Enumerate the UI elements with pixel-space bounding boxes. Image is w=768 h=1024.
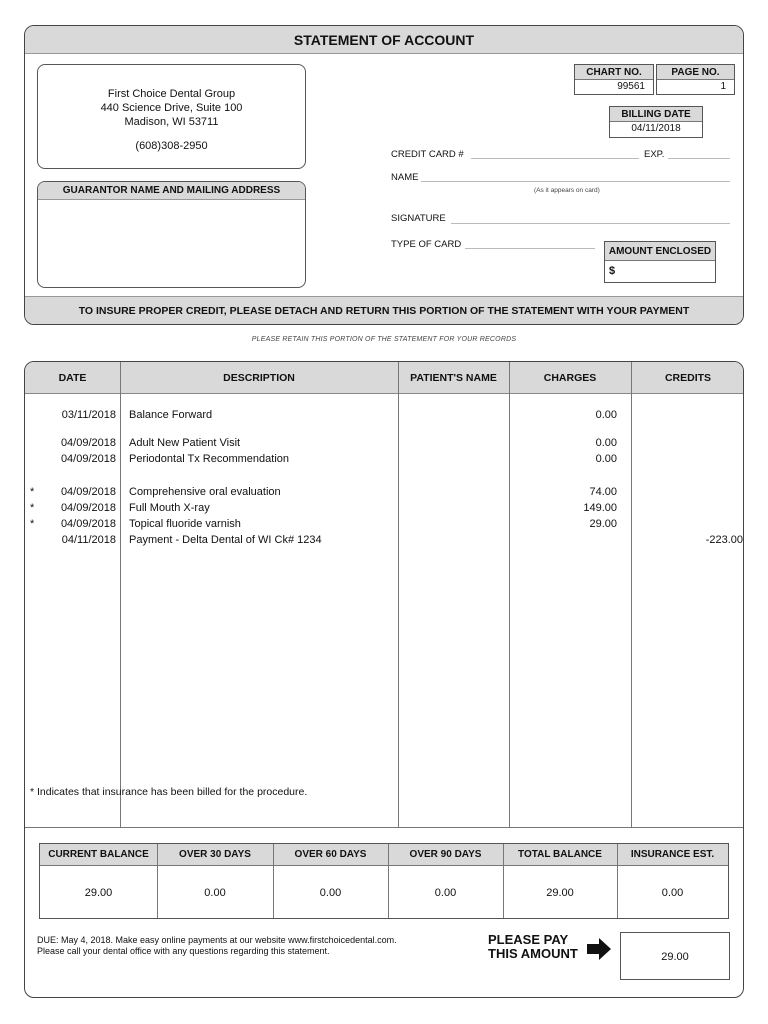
credit-card-label: CREDIT CARD # <box>391 149 464 160</box>
office-address-box <box>37 64 306 169</box>
column-divider <box>120 362 121 827</box>
row-charge: 0.00 <box>595 409 617 421</box>
due-line-1: DUE: May 4, 2018. Make easy online payments at our website www.firstchoicedental.com. <box>37 935 397 945</box>
row-date: 03/11/2018 <box>61 409 116 421</box>
aging-header-60: OVER 60 DAYS <box>273 844 388 866</box>
col-header-charges: CHARGES <box>509 362 631 394</box>
retain-note: PLEASE RETAIN THIS PORTION OF THE STATEMENT FOR YOUR RECORDS <box>251 336 517 343</box>
col-header-patient: PATIENT'S NAME <box>398 362 509 394</box>
column-divider <box>509 362 510 827</box>
name-note: (As it appears on card) <box>534 187 600 194</box>
signature-line[interactable] <box>451 223 730 224</box>
row-charge <box>509 532 617 548</box>
amount-enclosed-box <box>604 241 716 283</box>
billing-date-value: 04/11/2018 <box>631 123 681 134</box>
row-charge: 0.00 <box>595 437 617 449</box>
office-name: First Choice Dental Group <box>107 88 236 100</box>
signature-label: SIGNATURE <box>391 213 446 224</box>
row-credit <box>631 451 743 467</box>
column-divider <box>398 362 399 827</box>
aging-header-30: OVER 30 DAYS <box>157 844 273 866</box>
credit-card-line[interactable] <box>471 158 639 159</box>
card-type-label: TYPE OF CARD <box>391 239 462 250</box>
chart-number-box <box>574 64 654 95</box>
statement-panel <box>24 361 744 998</box>
row-date: * 04/09/2018 <box>30 502 116 514</box>
amount-due-box: 29.00 <box>620 932 730 980</box>
row-credit <box>631 516 743 532</box>
page-number-value: 1 <box>720 81 726 92</box>
row-description: Comprehensive oral evaluation <box>129 486 281 498</box>
chart-number-label: CHART NO. <box>575 65 653 80</box>
row-description: Topical fluoride varnish <box>129 518 241 530</box>
col-header-credits: CREDITS <box>631 362 744 394</box>
exp-label: EXP. <box>644 149 665 160</box>
office-street: 440 Science Drive, Suite 100 <box>100 102 243 114</box>
aging-summary-table <box>39 843 729 919</box>
aging-value-90: 0.00 <box>434 887 457 899</box>
guarantor-heading: GUARANTOR NAME AND MAILING ADDRESS <box>38 182 305 200</box>
card-type-line[interactable] <box>465 248 595 249</box>
row-date: * 04/09/2018 <box>30 486 116 498</box>
row-credit <box>631 435 743 451</box>
due-line-2: Please call your dental office with any questions regarding this statement. <box>37 946 330 956</box>
row-description: Adult New Patient Visit <box>129 437 241 449</box>
chart-number-value: 99561 <box>617 81 645 92</box>
office-phone: (608)308-2950 <box>135 140 208 152</box>
table-bottom-rule <box>25 827 744 828</box>
guarantor-box <box>37 181 306 288</box>
row-credit: -223.00 <box>705 534 743 546</box>
remittance-panel <box>24 25 744 325</box>
row-description: Payment - Delta Dental of WI Ck# 1234 <box>129 534 322 546</box>
aging-value-insurance: 0.00 <box>661 887 684 899</box>
arrow-right-icon <box>587 938 611 960</box>
row-description: Periodontal Tx Recommendation <box>129 453 289 465</box>
col-header-date: DATE <box>25 362 120 394</box>
name-line[interactable] <box>421 181 730 182</box>
row-description: Full Mouth X-ray <box>129 502 210 514</box>
row-credit <box>631 484 743 500</box>
please-pay-line-1: PLEASE PAY <box>488 932 569 947</box>
row-charge: 0.00 <box>595 453 617 465</box>
amount-enclosed-label: AMOUNT ENCLOSED <box>605 242 715 261</box>
detach-instruction: TO INSURE PROPER CREDIT, PLEASE DETACH AND RETURN THIS PORTION OF THE STATEMENT WITH YOUR PAYMENT <box>25 296 743 324</box>
column-divider <box>631 362 632 827</box>
row-charge: 149.00 <box>583 502 617 514</box>
amount-enclosed-field[interactable]: $ <box>609 265 616 277</box>
aging-value-current: 29.00 <box>84 887 113 899</box>
aging-header-current: CURRENT BALANCE <box>40 844 157 866</box>
name-label: NAME <box>391 172 419 183</box>
aging-value-60: 0.00 <box>319 887 342 899</box>
row-date: 04/11/2018 <box>61 534 116 546</box>
row-credit <box>631 407 743 423</box>
page-number-label: PAGE NO. <box>657 65 734 80</box>
aging-header-total: TOTAL BALANCE <box>503 844 617 866</box>
row-date: * 04/09/2018 <box>30 518 116 530</box>
due-message <box>37 935 397 957</box>
col-header-description: DESCRIPTION <box>120 362 398 394</box>
row-charge: 74.00 <box>589 486 617 498</box>
please-pay-label <box>488 933 578 961</box>
aging-value-total: 29.00 <box>546 887 574 899</box>
office-city: Madison, WI 53711 <box>124 116 219 128</box>
aging-value-30: 0.00 <box>204 887 226 899</box>
row-credit <box>631 500 743 516</box>
aging-header-90: OVER 90 DAYS <box>388 844 503 866</box>
insurance-footnote: * Indicates that insurance has been billed for the procedure. <box>30 786 308 798</box>
exp-line[interactable] <box>668 158 730 159</box>
row-date: 04/09/2018 <box>60 453 116 465</box>
aging-header-insurance: INSURANCE EST. <box>617 844 728 866</box>
please-pay-line-2: THIS AMOUNT <box>488 946 578 961</box>
row-description: Balance Forward <box>129 409 213 421</box>
billing-date-label: BILLING DATE <box>610 107 702 122</box>
billing-date-box <box>609 106 703 138</box>
statement-title: STATEMENT OF ACCOUNT <box>25 26 743 54</box>
row-charge: 29.00 <box>589 518 617 530</box>
row-date: 04/09/2018 <box>60 437 116 449</box>
page-number-box <box>656 64 735 95</box>
